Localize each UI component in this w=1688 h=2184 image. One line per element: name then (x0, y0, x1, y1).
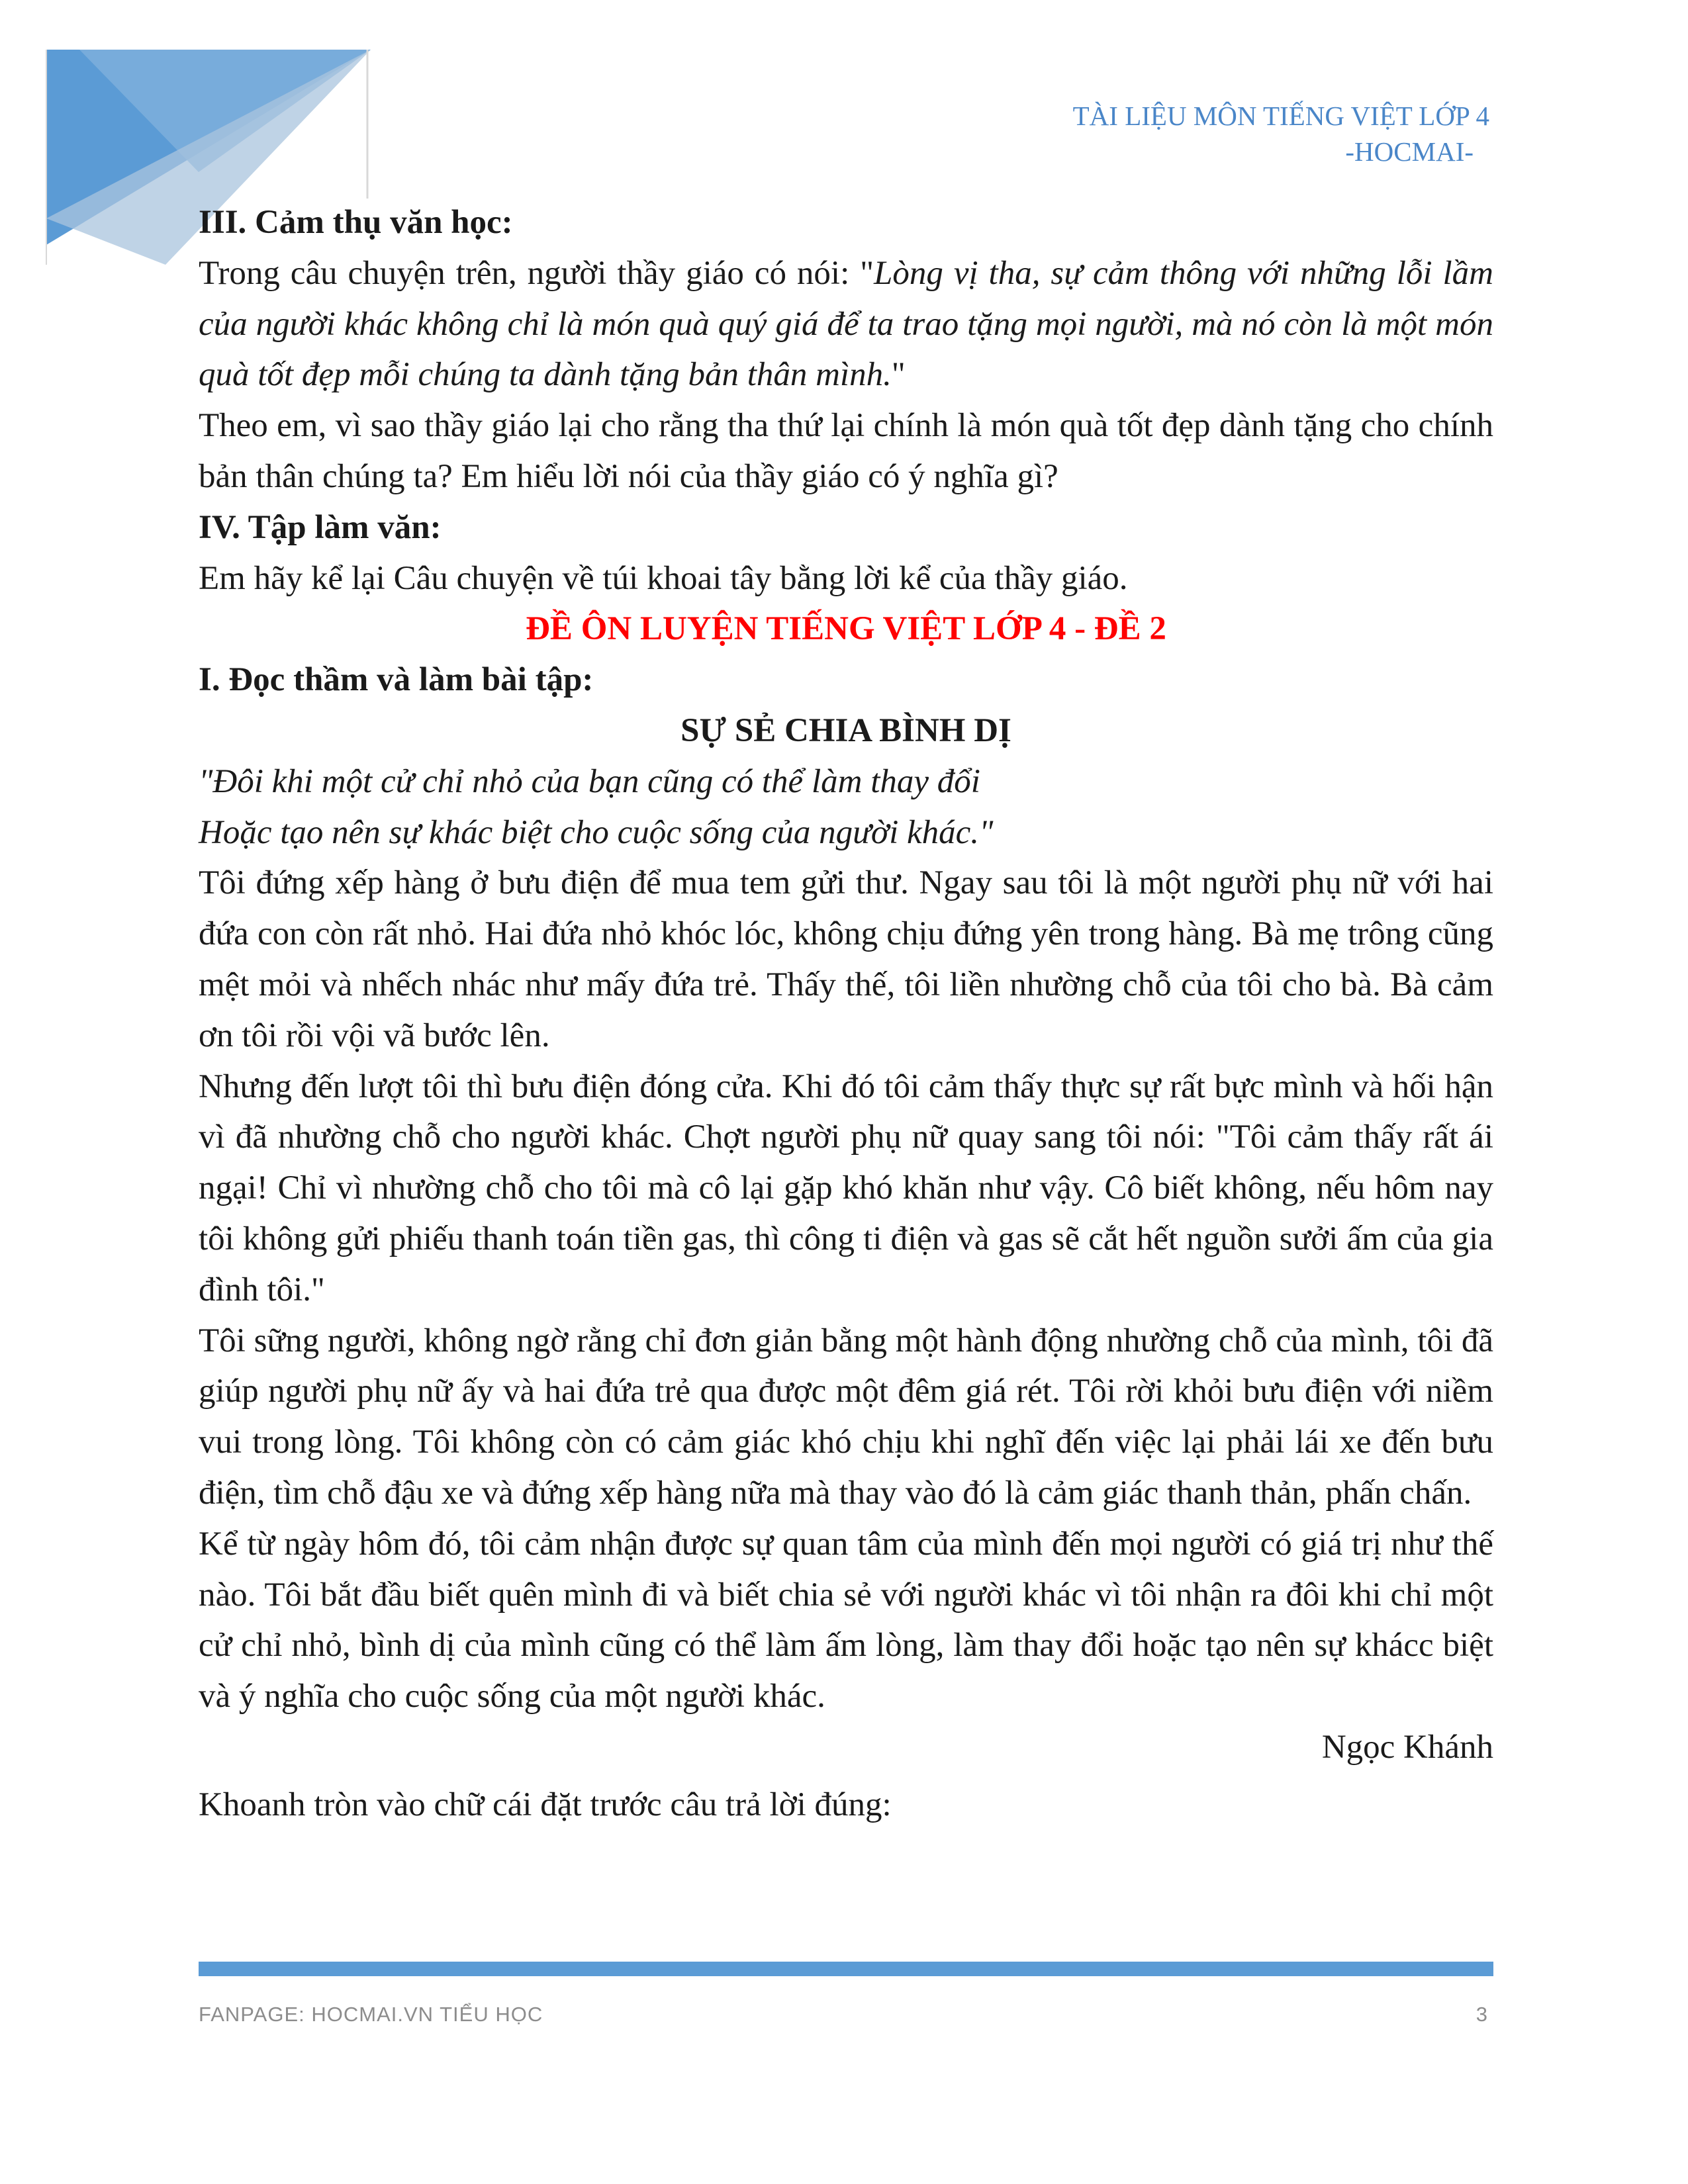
page-number: 3 (1476, 2003, 1488, 2026)
story-paragraph-4: Kể từ ngày hôm đó, tôi cảm nhận được sự quan tâm của mình đến mọi người có giá trị như thế nào. Tôi bắt đầu biết quên mình đi và biết chia sẻ với người khác vì tôi nhận ra đôi khi chỉ một cử chỉ nhỏ, bình dị của mình cũng có thể làm ấm lòng, làm thay đổi hoặc tạo nên sự khácc biệt và ý nghĩa cho cuộc sống của một người khác. (199, 1525, 1493, 1715)
footer-fanpage: FANPAGE: HOCMAI.VN TIỂU HỌC (199, 2003, 543, 2026)
exam-title: ĐỀ ÔN LUYỆN TIẾNG VIỆT LỚP 4 - ĐỀ 2 (526, 610, 1166, 648)
story-title: SỰ SẺ CHIA BÌNH DỊ (680, 711, 1011, 749)
section-3-prompt: Theo em, vì sao thầy giáo lại cho rằng tha thứ lại chính là món quà tốt đẹp dành tặng cho chính bản thân chúng ta? Em hiểu lời nói của thầy giáo có ý nghĩa gì? (199, 407, 1493, 495)
quote-close: " (891, 356, 906, 394)
document-header (1073, 98, 1489, 169)
teacher-quote: Lòng vị tha, sự cảm thông với những lỗi lầm của người khác không chỉ là món quà quý giá để ta trao tặng mọi người, mà nó còn là một món quà tốt đẹp mỗi chúng ta dành tặng bản thân mình. (199, 254, 1493, 394)
page-content (199, 197, 1493, 1831)
question-instruction: Khoanh tròn vào chữ cái đặt trước câu trả lời đúng: (199, 1786, 892, 1823)
section-1-heading: I. Đọc thầm và làm bài tập: (199, 661, 594, 699)
epigraph-text-2: Hoặc tạo nên sự khác biệt cho cuộc sống của người khác." (199, 813, 994, 851)
header-subtitle: -HOCMAI- (1345, 136, 1474, 167)
footer-divider (199, 1962, 1493, 1976)
section-3-heading: III. Cảm thụ văn học: (199, 204, 513, 241)
section-4-task: Em hãy kể lại Câu chuyện về túi khoai tây bằng lời kể của thầy giáo. (199, 559, 1128, 597)
header-title: TÀI LIỆU MÔN TIẾNG VIỆT LỚP 4 (1072, 101, 1489, 131)
story-paragraph-3: Tôi sững người, không ngờ rằng chỉ đơn giản bằng một hành động nhường chỗ của mình, tôi đã giúp người phụ nữ ấy và hai đứa trẻ qua được một đêm giá rét. Tôi rời khỏi bưu điện với niềm vui trong lòng. Tôi không còn có cảm giác khó chịu khi nghĩ đến việc lại phải lái xe đến bưu điện, tìm chỗ đậu xe và đứng xếp hàng nữa mà thay vào đó là cảm giác thanh thản, phấn chấn. (199, 1322, 1493, 1512)
story-author: Ngọc Khánh (1321, 1728, 1493, 1766)
epigraph-line-1 (199, 756, 1493, 807)
epigraph-text-1: "Đôi khi một cử chỉ nhỏ của bạn cũng có thể làm thay đổi (199, 762, 980, 800)
story-paragraph-1: Tôi đứng xếp hàng ở bưu điện để mua tem gửi thư. Ngay sau tôi là một người phụ nữ với hai đứa con còn rất nhỏ. Hai đứa nhỏ khóc lóc, không chịu đứng yên trong hàng. Bà mẹ trông cũng mệt mỏi và nhếch nhác như mấy đứa trẻ. Thấy thế, tôi liền nhường chỗ của tôi cho bà. Bà cảm ơn tôi rồi vội vã bước lên. (199, 864, 1493, 1054)
section-3-question (199, 248, 1493, 400)
epigraph-line-2 (199, 807, 1493, 858)
section-3-intro: Trong câu chuyện trên, người thầy giáo có nói: " (199, 254, 874, 292)
page-footer (199, 2003, 1493, 2026)
story-paragraph-2: Nhưng đến lượt tôi thì bưu điện đóng cửa. Khi đó tôi cảm thấy thực sự rất bực mình và hối hận vì đã nhường chỗ cho người khác. Chợt người phụ nữ quay sang tôi nói: "Tôi cảm thấy rất ái ngại! Chỉ vì nhường chỗ cho tôi mà cô lại gặp khó khăn như vậy. Cô biết không, nếu hôm nay tôi không gửi phiếu thanh toán tiền gas, thì công ti điện và gas sẽ cắt hết nguồn sưởi ấm của gia đình tôi." (199, 1068, 1493, 1308)
section-4-heading: IV. Tập làm văn: (199, 508, 442, 546)
